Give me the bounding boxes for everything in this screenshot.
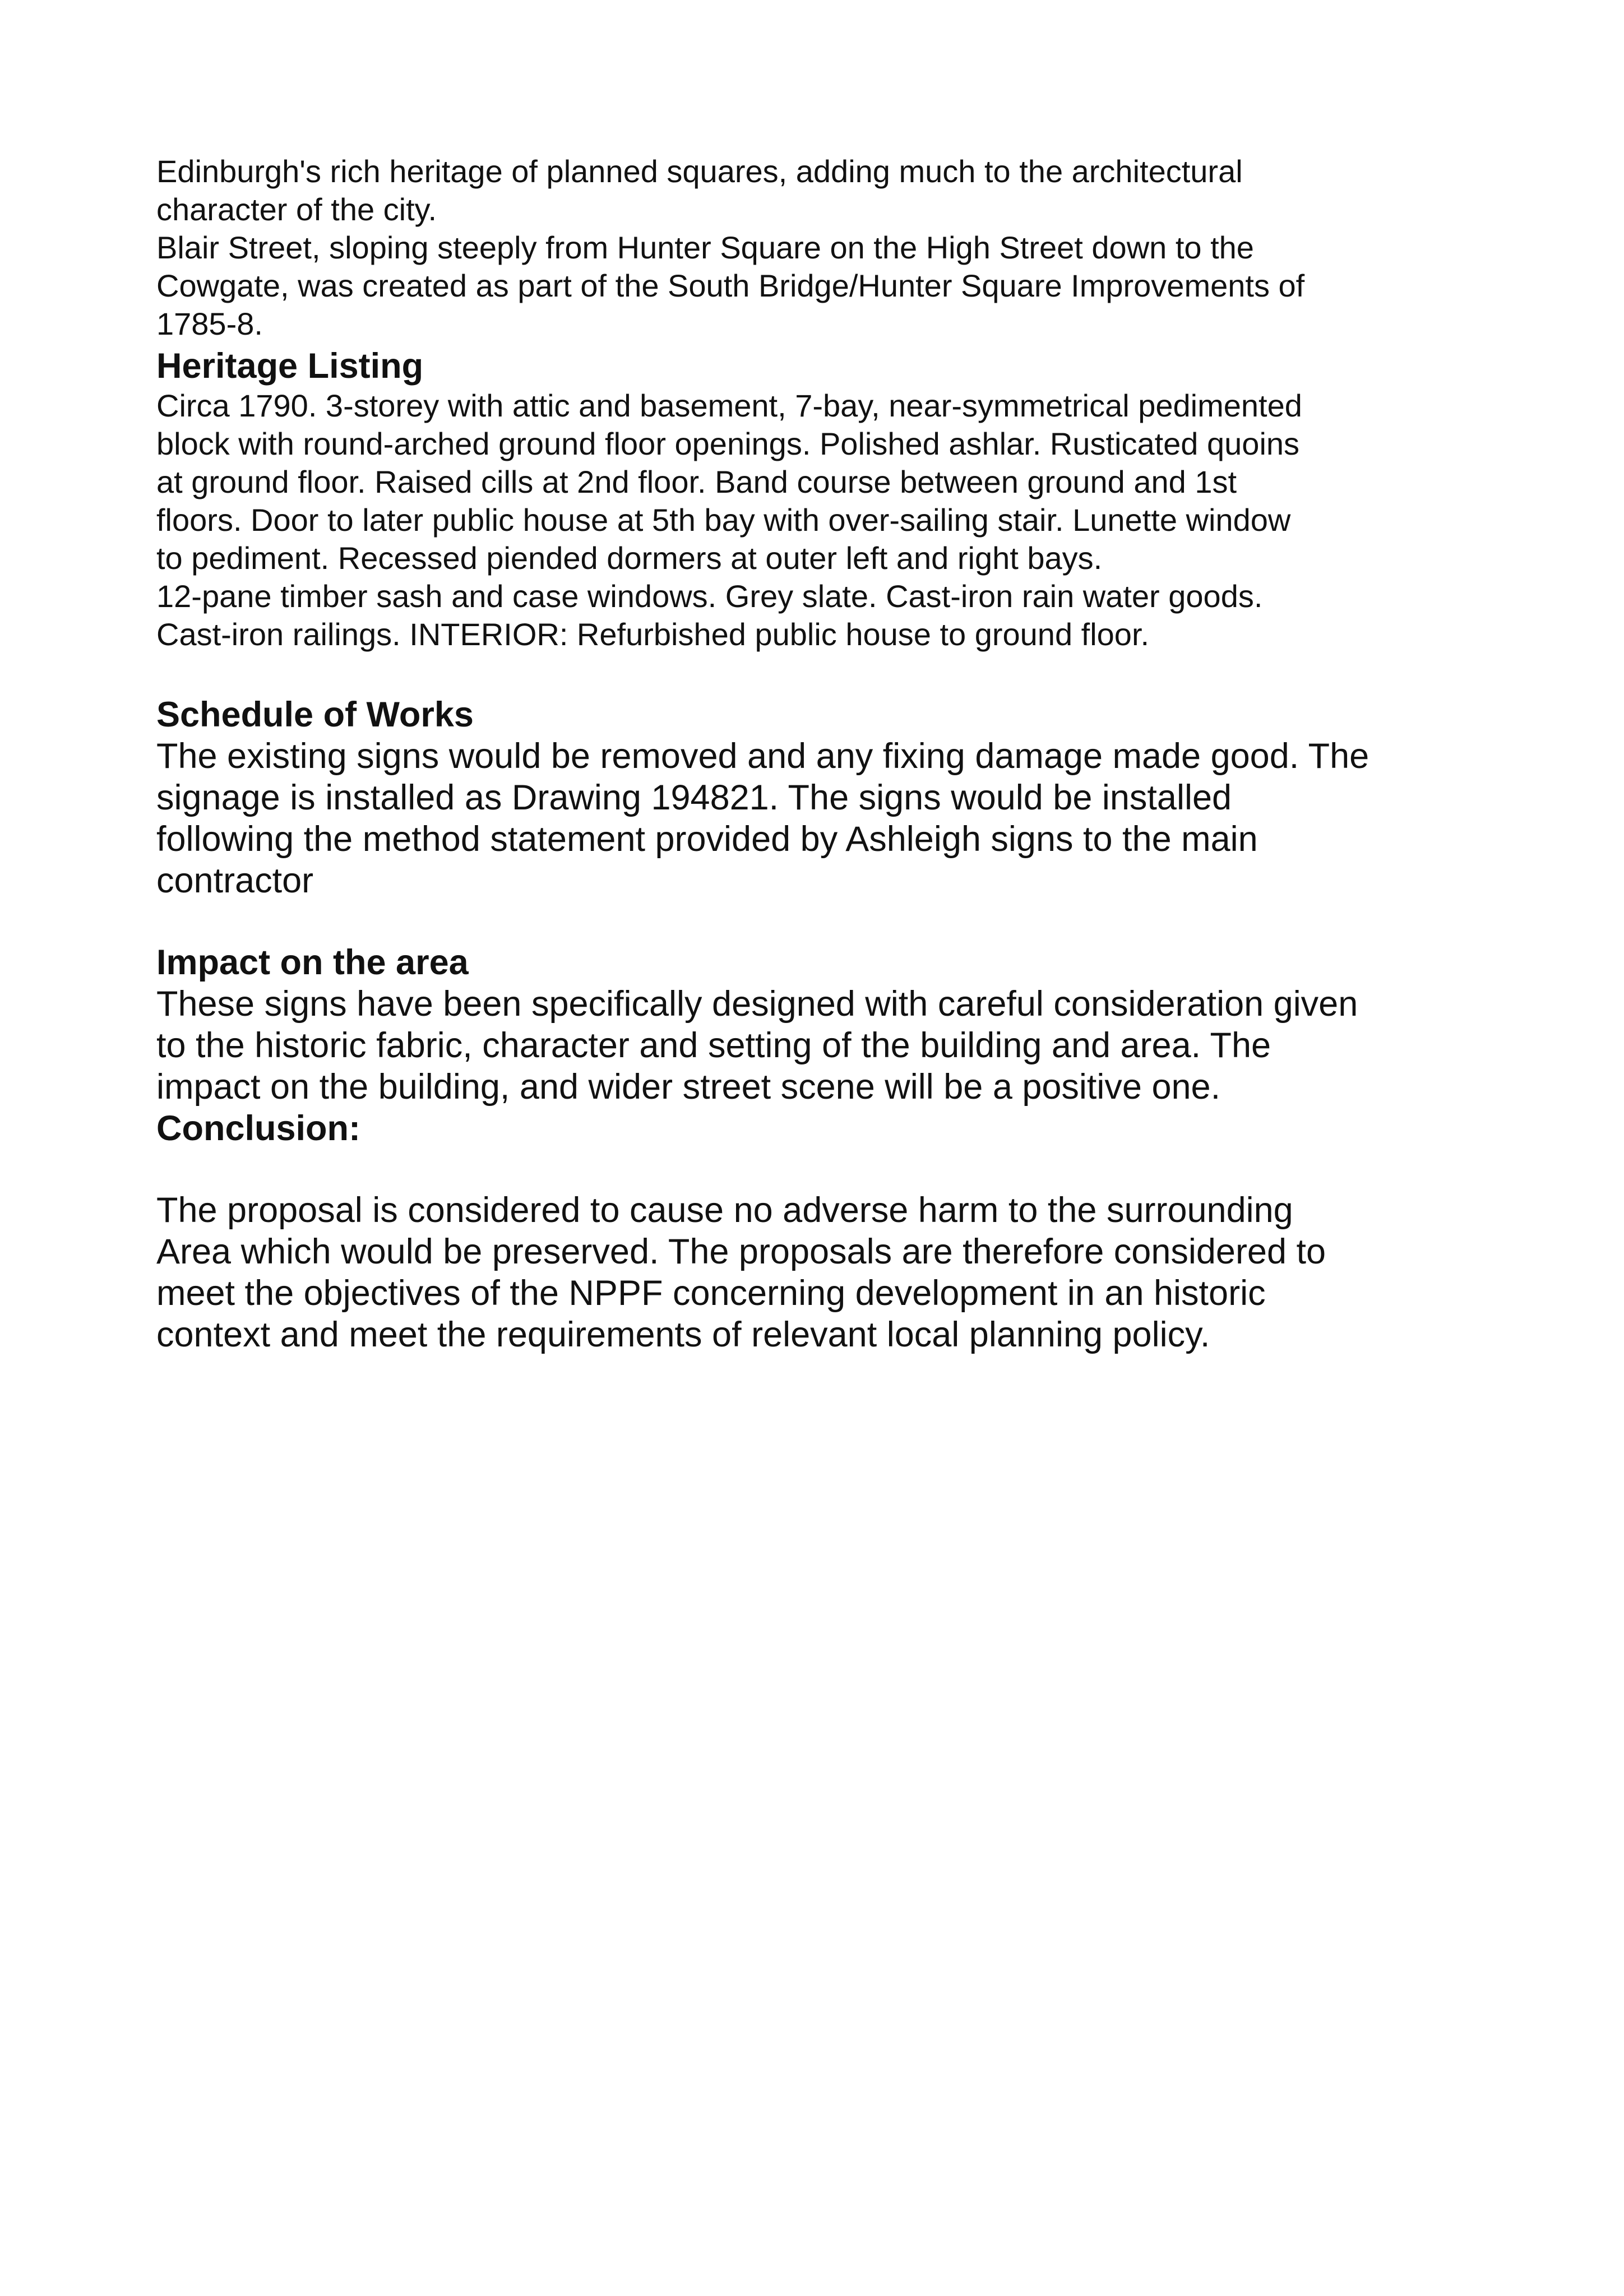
heritage-line: floors. Door to later public house at 5th bay with over-sailing stair. Lunette window: [156, 502, 1291, 538]
document-body: [156, 152, 1412, 1355]
intro-line: 1785-8.: [156, 306, 263, 341]
schedule-heading: Schedule of Works: [156, 695, 474, 734]
heritage-section: [156, 345, 1412, 654]
conclusion-line: meet the objectives of the NPPF concerning development in an historic: [156, 1274, 1266, 1313]
intro-line: Cowgate, was created as part of the South Bridge/Hunter Square Improvements of: [156, 268, 1305, 303]
impact-line: These signs have been specifically designed with careful consideration given: [156, 984, 1358, 1024]
impact-line: to the historic fabric, character and setting of the building and area. The: [156, 1026, 1271, 1065]
impact-section: [156, 942, 1412, 1108]
heritage-line: at ground floor. Raised cills at 2nd floor. Band course between ground and 1st: [156, 464, 1237, 499]
heritage-line: Circa 1790. 3-storey with attic and basement, 7-bay, near-symmetrical pedimented: [156, 388, 1302, 423]
conclusion-line: context and meet the requirements of relevant local planning policy.: [156, 1315, 1210, 1354]
schedule-line: signage is installed as Drawing 194821. The signs would be installed: [156, 778, 1232, 817]
schedule-line: following the method statement provided by Ashleigh signs to the main: [156, 820, 1258, 859]
conclusion-line: Area which would be preserved. The proposals are therefore considered to: [156, 1232, 1326, 1271]
heritage-line: Cast-iron railings. INTERIOR: Refurbished public house to ground floor.: [156, 617, 1150, 652]
intro-line: character of the city.: [156, 192, 437, 227]
intro-line: Edinburgh's rich heritage of planned squares, adding much to the architectural: [156, 154, 1243, 189]
heritage-heading: Heritage Listing: [156, 346, 424, 386]
heritage-line: block with round-arched ground floor openings. Polished ashlar. Rusticated quoins: [156, 426, 1300, 461]
impact-heading: Impact on the area: [156, 943, 469, 982]
impact-line: impact on the building, and wider street scene will be a positive one.: [156, 1067, 1221, 1107]
schedule-line: contractor: [156, 861, 314, 900]
intro-line: Blair Street, sloping steeply from Hunter Square on the High Street down to the: [156, 230, 1254, 265]
conclusion-section: [156, 1108, 1412, 1355]
conclusion-heading: Conclusion:: [156, 1109, 360, 1148]
schedule-section: [156, 694, 1412, 901]
schedule-line: The existing signs would be removed and any fixing damage made good. The: [156, 737, 1369, 776]
heritage-line: 12-pane timber sash and case windows. Grey slate. Cast-iron rain water goods.: [156, 578, 1263, 614]
heritage-line: to pediment. Recessed piended dormers at outer left and right bays.: [156, 540, 1103, 576]
conclusion-line: The proposal is considered to cause no adverse harm to the surrounding: [156, 1191, 1293, 1230]
intro-section: [156, 152, 1412, 343]
